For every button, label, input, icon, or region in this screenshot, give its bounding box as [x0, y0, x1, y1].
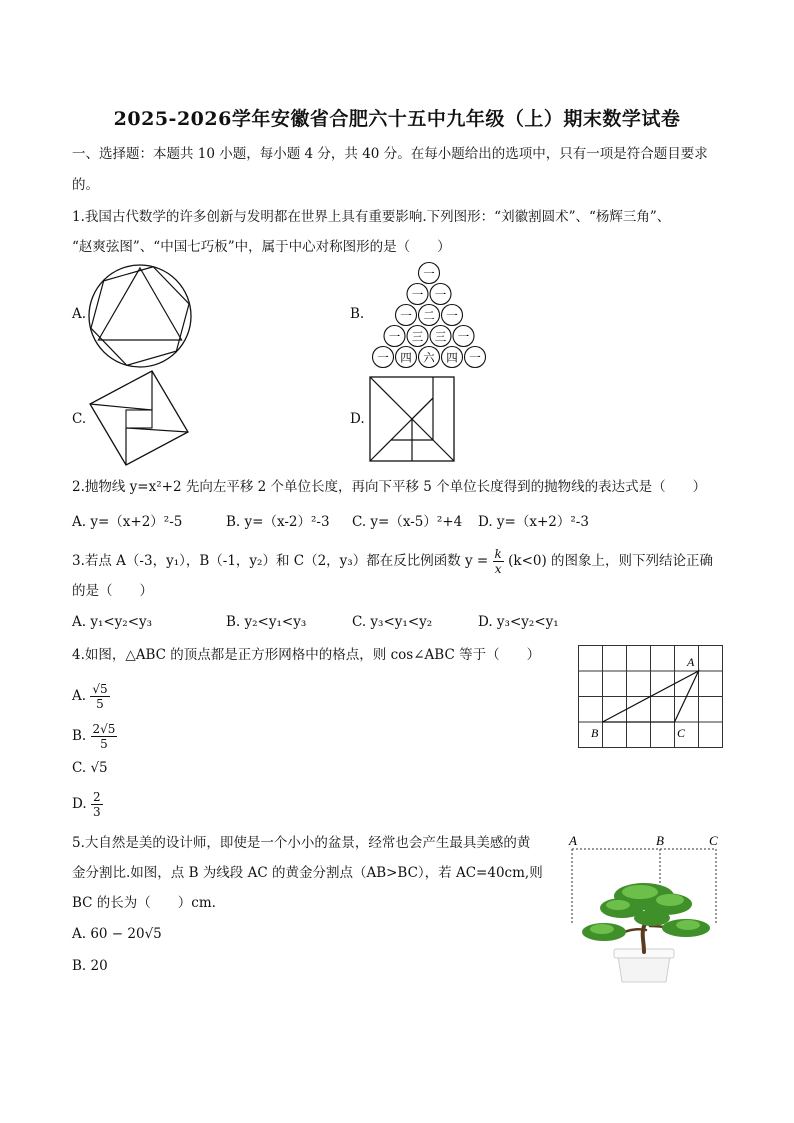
- q5-stem-line3: BC 的长为（ ）cm.: [72, 895, 216, 911]
- bonsai-golden-ratio-figure: [566, 832, 726, 988]
- q5-point-b-label: B: [656, 833, 664, 848]
- q3-option-d: D. y₃<y₂<y₁: [478, 614, 559, 630]
- yanghui-number: 六: [423, 350, 435, 365]
- q4-point-a-label: A: [687, 655, 695, 669]
- zhaoshuang-diagram-figure: [88, 370, 190, 466]
- q4-option-d: [72, 790, 103, 819]
- q5-point-a-label: A: [569, 833, 577, 848]
- yanghui-number: 一: [377, 350, 389, 365]
- yanghui-number: 二: [423, 308, 435, 323]
- yanghui-number: 一: [423, 266, 435, 281]
- q4-option-a-label: A.: [72, 688, 87, 704]
- q3-stem-part2: (k<0) 的图象上，则下列结论正确: [508, 553, 714, 569]
- q4-option-c-value: √5: [90, 760, 108, 776]
- yanghui-number: 一: [400, 308, 412, 323]
- q4-option-b: [72, 722, 117, 751]
- q1-stem-line1: 1.我国古代数学的许多创新与发明都在世界上具有重要影响.下列图形：“刘徽割圆术”、“杨辉三角”、: [72, 209, 671, 225]
- q3-stem-line2: 的是（ ）: [72, 583, 153, 599]
- section-heading-line2: 的。: [72, 177, 99, 193]
- q3-option-b: B. y₂<y₁<y₃: [226, 614, 307, 630]
- q5-stem-line2: 金分割比.如图，点 B 为线段 AC 的黄金分割点（AB>BC），若 AC=40cm,则: [72, 865, 543, 881]
- q4-point-b-label: B: [591, 726, 599, 740]
- yanghui-number: 一: [469, 350, 481, 365]
- q4-stem: 4.如图，△ABC 的顶点都是正方形网格中的格点，则 cos∠ABC 等于（ ）: [72, 647, 541, 663]
- q3-fraction: [493, 547, 504, 576]
- q2-option-d: D. y=（x+2）²-3: [478, 514, 589, 530]
- q3-stem-line1: [72, 547, 713, 576]
- q1-option-c-label: C.: [72, 411, 87, 427]
- q3-fraction-numerator: k: [494, 547, 502, 561]
- yanghui-number: 一: [434, 287, 447, 302]
- q4-option-a-fraction: [90, 682, 109, 711]
- q5-stem-line1: 5.大自然是美的设计师，即使是一个小小的盆景，经常也会产生最具美感的黄: [72, 835, 531, 851]
- q4-option-d-numerator: 2: [92, 790, 101, 804]
- q5-option-a: A. 60 − 20√5: [72, 926, 162, 942]
- q4-option-d-fraction: [91, 790, 103, 819]
- q3-option-a: A. y₁<y₂<y₃: [72, 614, 153, 630]
- q2-stem: 2.抛物线 y=x²+2 先向左平移 2 个单位长度，再向下平移 5 个单位长度得到的抛物线的表达式是（ ）: [72, 479, 707, 495]
- q5-option-b: B. 20: [72, 958, 108, 974]
- liuhui-circle-figure: [86, 262, 194, 370]
- q4-option-b-denominator: 5: [100, 737, 108, 751]
- q1-option-a-label: A.: [72, 306, 87, 322]
- q1-option-b-label: B.: [350, 306, 365, 322]
- yanghui-number: 四: [446, 350, 458, 365]
- q4-grid-figure: [578, 645, 724, 749]
- yanghui-number: 一: [457, 329, 470, 344]
- q2-option-a: A. y=（x+2）²-5: [72, 514, 183, 530]
- q2-option-c: C. y=（x-5）²+4: [352, 514, 463, 530]
- q4-point-c-label: C: [677, 726, 686, 740]
- q1-stem-line2: “赵爽弦图”、“中国七巧板”中，属于中心对称图形的是（ ）: [72, 239, 451, 255]
- yanghui-number: 三: [434, 329, 447, 344]
- q4-option-b-fraction: [91, 722, 118, 751]
- q5-point-c-label: C: [709, 833, 718, 848]
- q4-option-c-label: C.: [72, 760, 87, 776]
- exam-title: 2025-2026学年安徽省合肥六十五中九年级（上）期末数学试卷: [113, 108, 681, 130]
- q3-fraction-denominator: x: [494, 562, 502, 576]
- yanghui-number: 一: [388, 329, 401, 344]
- q4-option-a: [72, 682, 110, 711]
- q4-option-c: [72, 760, 108, 776]
- section-heading-line1: 一、选择题：本题共 10 小题，每小题 4 分，共 40 分。在每小题给出的选项中，只有一项是符合题目要求: [72, 146, 708, 162]
- q1-option-d-label: D.: [350, 411, 365, 427]
- yanghui-number: 四: [400, 350, 412, 365]
- q3-stem-part1: 3.若点 A（-3，y₁），B（-1，y₂）和 C（2，y₃）都在反比例函数 y =: [72, 553, 489, 569]
- q4-option-d-denominator: 3: [92, 805, 101, 819]
- q4-option-a-numerator: √5: [92, 682, 108, 696]
- q4-option-b-label: B.: [72, 728, 87, 744]
- q2-option-b: B. y=（x-2）²-3: [226, 514, 330, 530]
- yanghui-number: 三: [411, 329, 424, 344]
- yanghui-number: 一: [446, 308, 458, 323]
- q4-option-b-numerator: 2√5: [92, 722, 116, 736]
- yanghui-number: 一: [411, 287, 424, 302]
- q4-option-a-denominator: 5: [96, 697, 104, 711]
- q3-option-c: C. y₃<y₁<y₂: [352, 614, 433, 630]
- tangram-figure: [369, 376, 455, 462]
- q4-option-d-label: D.: [72, 796, 87, 812]
- yanghui-triangle-figure: [366, 262, 492, 368]
